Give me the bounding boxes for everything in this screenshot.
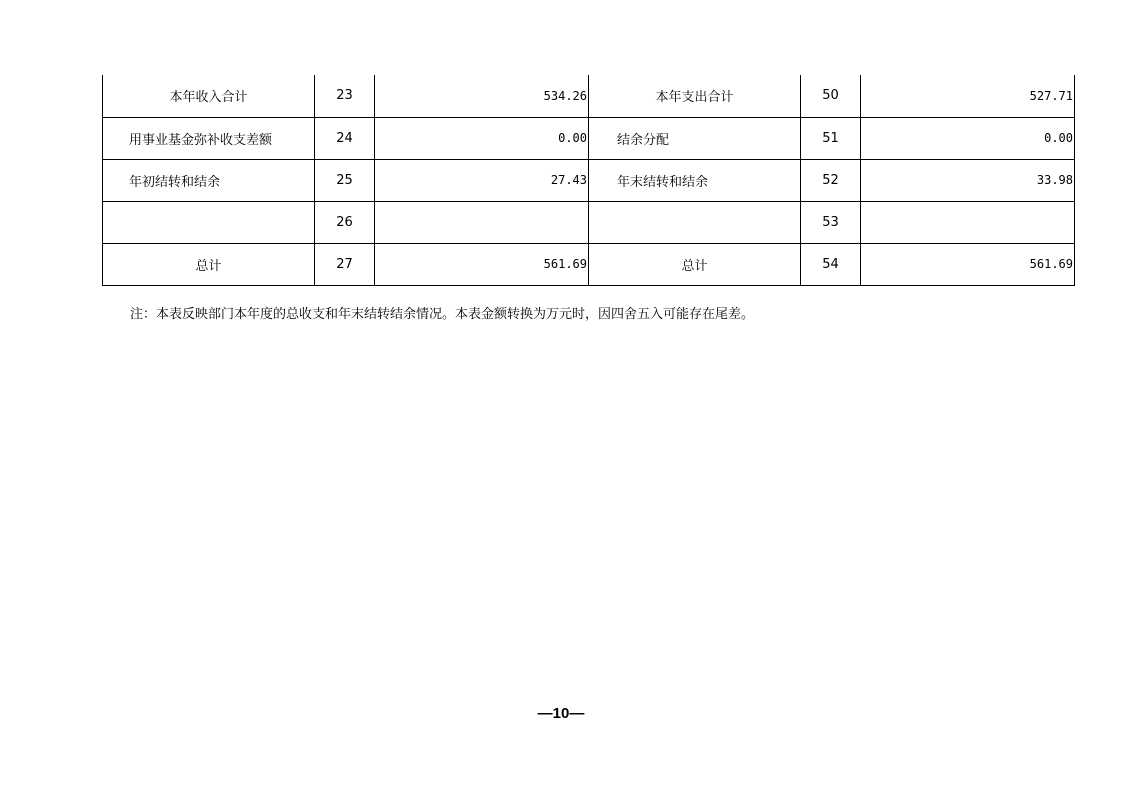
left-amount <box>375 201 589 243</box>
right-amount: 33.98 <box>861 159 1075 201</box>
left-row-number: 26 <box>315 201 375 243</box>
left-row-number: 27 <box>315 243 375 285</box>
right-row-number: 53 <box>801 201 861 243</box>
left-item-label: 本年收入合计 <box>103 75 315 117</box>
right-item-label: 结余分配 <box>589 117 801 159</box>
left-amount: 561.69 <box>375 243 589 285</box>
right-amount: 527.71 <box>861 75 1075 117</box>
right-item-label: 总计 <box>589 243 801 285</box>
left-item-label: 年初结转和结余 <box>103 159 315 201</box>
table-row <box>103 75 1075 117</box>
left-amount: 534.26 <box>375 75 589 117</box>
table-row <box>103 117 1075 159</box>
right-row-number: 54 <box>801 243 861 285</box>
left-row-number: 23 <box>315 75 375 117</box>
table-row <box>103 201 1075 243</box>
right-item-label: 本年支出合计 <box>589 75 801 117</box>
right-row-number: 51 <box>801 117 861 159</box>
left-row-number: 25 <box>315 159 375 201</box>
table-row <box>103 159 1075 201</box>
right-row-number: 50 <box>801 75 861 117</box>
right-amount <box>861 201 1075 243</box>
right-item-label: 年末结转和结余 <box>589 159 801 201</box>
table-row <box>103 243 1075 285</box>
right-row-number: 52 <box>801 159 861 201</box>
page-number: —10— <box>537 705 585 722</box>
table-footnote: 注：本表反映部门本年度的总收支和年末结转结余情况。本表金额转换为万元时，因四舍五入可能存在尾差。 <box>130 307 755 322</box>
left-row-number: 24 <box>315 117 375 159</box>
left-item-label: 总计 <box>103 243 315 285</box>
left-amount: 27.43 <box>375 159 589 201</box>
right-item-label <box>589 201 801 243</box>
left-item-label: 用事业基金弥补收支差额 <box>103 117 315 159</box>
left-item-label <box>103 201 315 243</box>
right-amount: 0.00 <box>861 117 1075 159</box>
left-amount: 0.00 <box>375 117 589 159</box>
right-amount: 561.69 <box>861 243 1075 285</box>
income-expenditure-summary-table <box>102 75 1075 286</box>
